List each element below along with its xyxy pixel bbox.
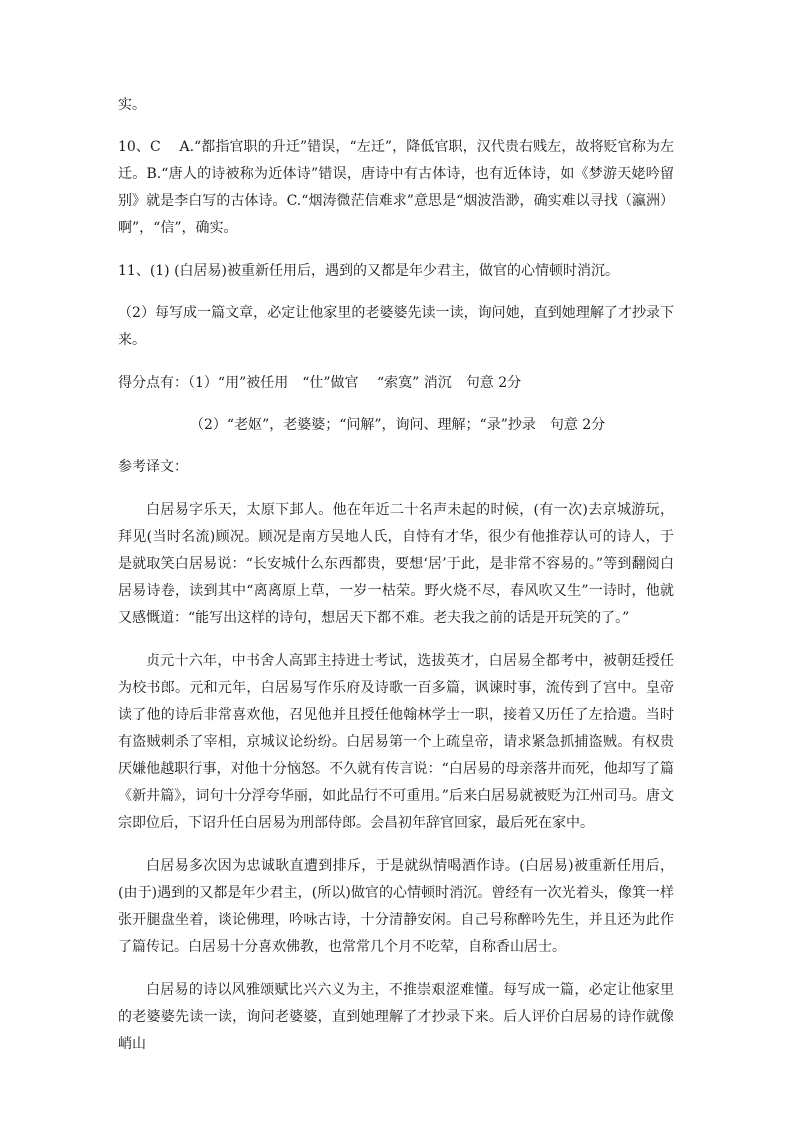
translation-paragraph-4: 白居易的诗以风雅颂赋比兴六义为主，不推崇艰涩难懂。每写成一篇，必定让他家里的老婆婆先读一读，询问老婆婆，直到她理解了才抄录下来。后人评价白居易的诗作就像峭山 bbox=[118, 982, 674, 1052]
translation-paragraph-2: 贞元十六年，中书舍人高郢主持进士考试，选拔英才，白居易全都考中，被朝廷授任为校书郎。元和元年，白居易写作乐府及诗歌一百多篇，讽谏时事，流传到了宫中。皇帝读了他的诗后非常喜欢他，召见他并且授任他翰林学士一职，接着又历任了左拾遗。当时有盗贼刺杀了宰相，京城议论纷纷。白居易第一个上疏皇帝，请求紧急抓捕盗贼。有权贵厌嫌他越职行事，对他十分恼怒。不久就有传言说：“白居易的母亲落井而死，他却写了篇《新井篇》，词句十分浮夸华丽，如此品行不可重用。”后来白居易就被贬为江州司马。唐文宗即位后，下诏升任白居易为刑部侍郎。会昌初年辞官回家，最后死在家中。 bbox=[118, 653, 674, 831]
answer-11-part-1: 11、(1) (白居易)被重新任用后，遇到的又都是年少君主，做官的心情顿时消沉。 bbox=[118, 263, 620, 279]
translation-paragraph-1: 白居易字乐天，太原下邽人。他在年近二十名声未起的时候，(有一次)去京城游玩，拜见(当时名流)顾况。顾况是南方吴地人氏，自恃有才华，很少有他推荐认可的诗人，于是就取笑白居易说：“长安城什么东西都贵，要想‘居’于此，是非常不容易的。”等到翻阅白居易诗卷，读到其中“离离原上草，一岁一枯荣。野火烧不尽，春风吹又生”一诗时，他就又感慨道：“能写出这样的诗句，想居天下都不难。老夫我之前的话是开玩笑的了。” bbox=[118, 502, 674, 626]
answer-9-continuation: 实。 bbox=[118, 97, 146, 113]
translation-paragraph-3: 白居易多次因为忠诚耿直遭到排斥，于是就纵情喝酒作诗。(白居易)被重新任用后，(由于)遇到的又都是年少君主，(所以)做官的心情顿时消沉。曾经有一次光着头，像箕一样张开腿盘坐着，谈论佛理，吟咏古诗，十分清静安闲。自己号称醉吟先生，并且还为此作了篇传记。白居易十分喜欢佛教，也常常几个月不吃荤，自称香山居士。 bbox=[118, 858, 674, 955]
scoring-points-line-2: （2）“老妪”，老婆婆；“问解”，询问、理解；“录”抄录 句意 2分 bbox=[190, 417, 606, 433]
answer-10: 10、C A.“都指官职的升迁”错误，“左迁”，降低官职，汉代贵右贱左，故将贬官称为左迁。B.“唐人的诗被称为近体诗”错误，唐诗中有古体诗，也有近体诗，如《梦游天姥吟留别》就是李白写的古体诗。C.“烟涛微茫信难求”意思是“烟波浩渺，确实难以寻找（瀛洲）啊”，“信”，确实。 bbox=[118, 139, 674, 236]
answer-11-part-2: （2）每写成一篇文章，必定让他家里的老婆婆先读一读，询问她，直到她理解了才抄录下来。 bbox=[118, 305, 674, 348]
scoring-points-line-1: 得分点有：（1）“用”被任用 “仕”做官 “索寞” 消沉 句意 2分 bbox=[118, 375, 522, 391]
translation-heading: 参考译文： bbox=[118, 459, 188, 475]
document-body bbox=[118, 92, 674, 1058]
